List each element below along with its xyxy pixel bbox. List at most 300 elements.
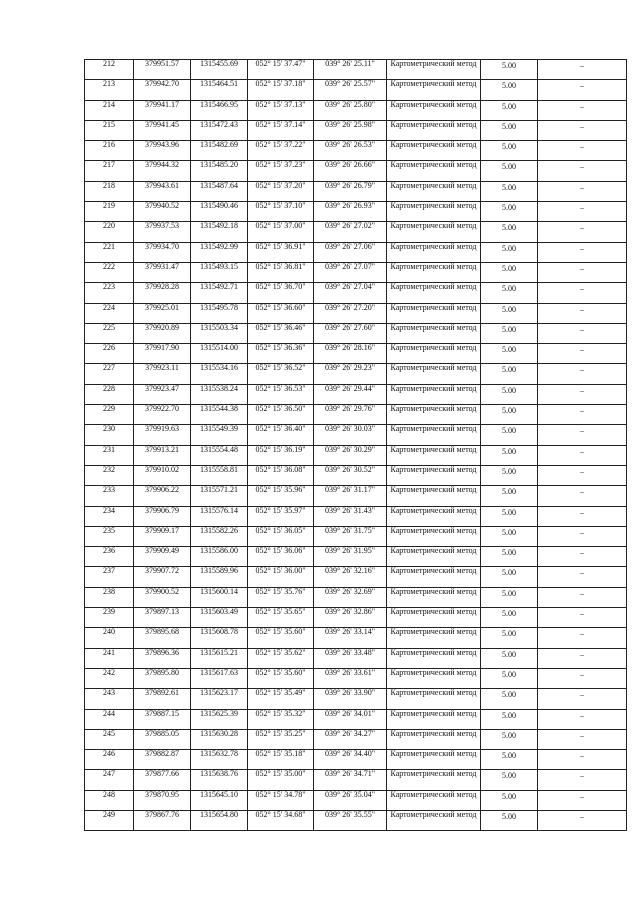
- note-cell: –: [538, 384, 627, 404]
- accuracy-cell: 5.00: [481, 628, 538, 648]
- x-coordinate-cell: 379942.70: [134, 80, 191, 100]
- point-number-cell: 234: [85, 506, 134, 526]
- longitude-cell: 039° 26' 29.44": [314, 384, 387, 404]
- method-cell: Картометрический метод: [387, 262, 481, 282]
- table-row: [85, 120, 627, 140]
- point-number-cell: 246: [85, 750, 134, 770]
- accuracy-cell: 5.00: [481, 750, 538, 770]
- table-row: [85, 628, 627, 648]
- x-coordinate-cell: 379913.21: [134, 445, 191, 465]
- point-number-cell: 243: [85, 689, 134, 709]
- table-row: [85, 790, 627, 810]
- note-cell: –: [538, 80, 627, 100]
- longitude-cell: 039° 26' 26.93": [314, 202, 387, 222]
- note-cell: –: [538, 364, 627, 384]
- longitude-cell: 039° 26' 27.04": [314, 283, 387, 303]
- longitude-cell: 039° 26' 34.27": [314, 729, 387, 749]
- y-coordinate-cell: 1315623.17: [191, 689, 248, 709]
- y-coordinate-cell: 1315487.64: [191, 181, 248, 201]
- latitude-cell: 052° 15' 35.32": [248, 709, 314, 729]
- x-coordinate-cell: 379937.53: [134, 222, 191, 242]
- accuracy-cell: 5.00: [481, 60, 538, 80]
- note-cell: –: [538, 202, 627, 222]
- point-number-cell: 248: [85, 790, 134, 810]
- accuracy-cell: 5.00: [481, 80, 538, 100]
- table-row: [85, 668, 627, 688]
- table-row: [85, 344, 627, 364]
- accuracy-cell: 5.00: [481, 668, 538, 688]
- latitude-cell: 052° 15' 35.62": [248, 648, 314, 668]
- y-coordinate-cell: 1315608.78: [191, 628, 248, 648]
- latitude-cell: 052° 15' 36.19": [248, 445, 314, 465]
- point-number-cell: 242: [85, 668, 134, 688]
- y-coordinate-cell: 1315485.20: [191, 161, 248, 181]
- note-cell: –: [538, 344, 627, 364]
- latitude-cell: 052° 15' 36.46": [248, 323, 314, 343]
- table-row: [85, 222, 627, 242]
- method-cell: Картометрический метод: [387, 648, 481, 668]
- longitude-cell: 039° 26' 32.69": [314, 587, 387, 607]
- accuracy-cell: 5.00: [481, 770, 538, 790]
- y-coordinate-cell: 1315554.48: [191, 445, 248, 465]
- point-number-cell: 218: [85, 181, 134, 201]
- x-coordinate-cell: 379907.72: [134, 567, 191, 587]
- point-number-cell: 216: [85, 141, 134, 161]
- note-cell: –: [538, 405, 627, 425]
- longitude-cell: 039° 26' 28.16": [314, 344, 387, 364]
- latitude-cell: 052° 15' 36.00": [248, 567, 314, 587]
- method-cell: Картометрический метод: [387, 100, 481, 120]
- method-cell: Картометрический метод: [387, 567, 481, 587]
- y-coordinate-cell: 1315492.99: [191, 242, 248, 262]
- x-coordinate-cell: 379943.96: [134, 141, 191, 161]
- x-coordinate-cell: 379917.90: [134, 344, 191, 364]
- point-number-cell: 241: [85, 648, 134, 668]
- longitude-cell: 039° 26' 27.60": [314, 323, 387, 343]
- longitude-cell: 039° 26' 35.55": [314, 810, 387, 830]
- table-row: [85, 242, 627, 262]
- note-cell: –: [538, 810, 627, 830]
- latitude-cell: 052° 15' 37.18": [248, 80, 314, 100]
- y-coordinate-cell: 1315586.00: [191, 547, 248, 567]
- table-row: [85, 141, 627, 161]
- note-cell: –: [538, 709, 627, 729]
- x-coordinate-cell: 379920.89: [134, 323, 191, 343]
- longitude-cell: 039° 26' 34.40": [314, 750, 387, 770]
- accuracy-cell: 5.00: [481, 506, 538, 526]
- y-coordinate-cell: 1315558.81: [191, 465, 248, 485]
- accuracy-cell: 5.00: [481, 141, 538, 161]
- method-cell: Картометрический метод: [387, 283, 481, 303]
- latitude-cell: 052° 15' 36.50": [248, 405, 314, 425]
- table-row: [85, 465, 627, 485]
- point-number-cell: 222: [85, 262, 134, 282]
- accuracy-cell: 5.00: [481, 283, 538, 303]
- method-cell: Картометрический метод: [387, 668, 481, 688]
- note-cell: –: [538, 120, 627, 140]
- table-row: [85, 506, 627, 526]
- longitude-cell: 039° 26' 31.17": [314, 486, 387, 506]
- point-number-cell: 239: [85, 608, 134, 628]
- x-coordinate-cell: 379923.47: [134, 384, 191, 404]
- point-number-cell: 235: [85, 526, 134, 546]
- method-cell: Картометрический метод: [387, 242, 481, 262]
- x-coordinate-cell: 379887.15: [134, 709, 191, 729]
- accuracy-cell: 5.00: [481, 120, 538, 140]
- point-number-cell: 213: [85, 80, 134, 100]
- x-coordinate-cell: 379919.63: [134, 425, 191, 445]
- method-cell: Картометрический метод: [387, 465, 481, 485]
- method-cell: Картометрический метод: [387, 506, 481, 526]
- point-number-cell: 231: [85, 445, 134, 465]
- latitude-cell: 052° 15' 37.13": [248, 100, 314, 120]
- note-cell: –: [538, 222, 627, 242]
- note-cell: –: [538, 587, 627, 607]
- x-coordinate-cell: 379877.66: [134, 770, 191, 790]
- table-row: [85, 750, 627, 770]
- x-coordinate-cell: 379885.05: [134, 729, 191, 749]
- note-cell: –: [538, 486, 627, 506]
- point-number-cell: 214: [85, 100, 134, 120]
- method-cell: Картометрический метод: [387, 364, 481, 384]
- point-number-cell: 244: [85, 709, 134, 729]
- x-coordinate-cell: 379909.17: [134, 526, 191, 546]
- y-coordinate-cell: 1315615.21: [191, 648, 248, 668]
- x-coordinate-cell: 379941.17: [134, 100, 191, 120]
- point-number-cell: 226: [85, 344, 134, 364]
- note-cell: –: [538, 425, 627, 445]
- longitude-cell: 039° 26' 33.14": [314, 628, 387, 648]
- table-row: [85, 810, 627, 830]
- note-cell: –: [538, 161, 627, 181]
- x-coordinate-cell: 379882.87: [134, 750, 191, 770]
- y-coordinate-cell: 1315617.63: [191, 668, 248, 688]
- note-cell: –: [538, 283, 627, 303]
- note-cell: –: [538, 60, 627, 80]
- latitude-cell: 052° 15' 35.00": [248, 770, 314, 790]
- latitude-cell: 052° 15' 35.25": [248, 729, 314, 749]
- x-coordinate-cell: 379944.32: [134, 161, 191, 181]
- point-number-cell: 227: [85, 364, 134, 384]
- latitude-cell: 052° 15' 35.97": [248, 506, 314, 526]
- table-row: [85, 384, 627, 404]
- longitude-cell: 039° 26' 25.98": [314, 120, 387, 140]
- table-row: [85, 547, 627, 567]
- x-coordinate-cell: 379906.22: [134, 486, 191, 506]
- latitude-cell: 052° 15' 37.47": [248, 60, 314, 80]
- table-row: [85, 303, 627, 323]
- x-coordinate-cell: 379928.28: [134, 283, 191, 303]
- latitude-cell: 052° 15' 36.60": [248, 303, 314, 323]
- y-coordinate-cell: 1315482.69: [191, 141, 248, 161]
- point-number-cell: 217: [85, 161, 134, 181]
- longitude-cell: 039° 26' 27.06": [314, 242, 387, 262]
- table-row: [85, 709, 627, 729]
- accuracy-cell: 5.00: [481, 648, 538, 668]
- x-coordinate-cell: 379910.02: [134, 465, 191, 485]
- longitude-cell: 039° 26' 34.71": [314, 770, 387, 790]
- x-coordinate-cell: 379867.76: [134, 810, 191, 830]
- note-cell: –: [538, 526, 627, 546]
- latitude-cell: 052° 15' 36.05": [248, 526, 314, 546]
- note-cell: –: [538, 770, 627, 790]
- y-coordinate-cell: 1315490.46: [191, 202, 248, 222]
- longitude-cell: 039° 26' 34.01": [314, 709, 387, 729]
- table-row: [85, 60, 627, 80]
- method-cell: Картометрический метод: [387, 445, 481, 465]
- y-coordinate-cell: 1315503.34: [191, 323, 248, 343]
- accuracy-cell: 5.00: [481, 364, 538, 384]
- point-number-cell: 247: [85, 770, 134, 790]
- table-row: [85, 100, 627, 120]
- longitude-cell: 039° 26' 30.29": [314, 445, 387, 465]
- longitude-cell: 039° 26' 33.48": [314, 648, 387, 668]
- longitude-cell: 039° 26' 32.16": [314, 567, 387, 587]
- longitude-cell: 039° 26' 31.75": [314, 526, 387, 546]
- x-coordinate-cell: 379909.49: [134, 547, 191, 567]
- x-coordinate-cell: 379892.61: [134, 689, 191, 709]
- latitude-cell: 052° 15' 36.06": [248, 547, 314, 567]
- note-cell: –: [538, 242, 627, 262]
- accuracy-cell: 5.00: [481, 181, 538, 201]
- accuracy-cell: 5.00: [481, 242, 538, 262]
- y-coordinate-cell: 1315514.00: [191, 344, 248, 364]
- y-coordinate-cell: 1315638.76: [191, 770, 248, 790]
- longitude-cell: 039° 26' 25.11": [314, 60, 387, 80]
- table-row: [85, 202, 627, 222]
- accuracy-cell: 5.00: [481, 161, 538, 181]
- note-cell: –: [538, 790, 627, 810]
- x-coordinate-cell: 379951.57: [134, 60, 191, 80]
- method-cell: Картометрический метод: [387, 323, 481, 343]
- latitude-cell: 052° 15' 35.76": [248, 587, 314, 607]
- y-coordinate-cell: 1315645.10: [191, 790, 248, 810]
- method-cell: Картометрический метод: [387, 202, 481, 222]
- y-coordinate-cell: 1315495.78: [191, 303, 248, 323]
- accuracy-cell: 5.00: [481, 689, 538, 709]
- accuracy-cell: 5.00: [481, 405, 538, 425]
- y-coordinate-cell: 1315544.38: [191, 405, 248, 425]
- table-row: [85, 648, 627, 668]
- latitude-cell: 052° 15' 34.68": [248, 810, 314, 830]
- note-cell: –: [538, 567, 627, 587]
- latitude-cell: 052° 15' 36.70": [248, 283, 314, 303]
- point-number-cell: 225: [85, 323, 134, 343]
- latitude-cell: 052° 15' 36.36": [248, 344, 314, 364]
- coordinates-table: [84, 59, 627, 831]
- accuracy-cell: 5.00: [481, 547, 538, 567]
- method-cell: Картометрический метод: [387, 303, 481, 323]
- longitude-cell: 039° 26' 27.07": [314, 262, 387, 282]
- point-number-cell: 249: [85, 810, 134, 830]
- latitude-cell: 052° 15' 36.91": [248, 242, 314, 262]
- note-cell: –: [538, 181, 627, 201]
- accuracy-cell: 5.00: [481, 608, 538, 628]
- accuracy-cell: 5.00: [481, 567, 538, 587]
- latitude-cell: 052° 15' 37.10": [248, 202, 314, 222]
- point-number-cell: 228: [85, 384, 134, 404]
- method-cell: Картометрический метод: [387, 689, 481, 709]
- accuracy-cell: 5.00: [481, 729, 538, 749]
- accuracy-cell: 5.00: [481, 323, 538, 343]
- accuracy-cell: 5.00: [481, 303, 538, 323]
- longitude-cell: 039° 26' 27.02": [314, 222, 387, 242]
- x-coordinate-cell: 379923.11: [134, 364, 191, 384]
- latitude-cell: 052° 15' 37.23": [248, 161, 314, 181]
- note-cell: –: [538, 689, 627, 709]
- latitude-cell: 052° 15' 36.81": [248, 262, 314, 282]
- point-number-cell: 230: [85, 425, 134, 445]
- latitude-cell: 052° 15' 36.08": [248, 465, 314, 485]
- method-cell: Картометрический метод: [387, 547, 481, 567]
- note-cell: –: [538, 506, 627, 526]
- y-coordinate-cell: 1315625.39: [191, 709, 248, 729]
- accuracy-cell: 5.00: [481, 222, 538, 242]
- point-number-cell: 240: [85, 628, 134, 648]
- method-cell: Картометрический метод: [387, 770, 481, 790]
- latitude-cell: 052° 15' 35.96": [248, 486, 314, 506]
- latitude-cell: 052° 15' 35.65": [248, 608, 314, 628]
- method-cell: Картометрический метод: [387, 709, 481, 729]
- latitude-cell: 052° 15' 36.40": [248, 425, 314, 445]
- note-cell: –: [538, 303, 627, 323]
- table-row: [85, 526, 627, 546]
- point-number-cell: 233: [85, 486, 134, 506]
- y-coordinate-cell: 1315492.18: [191, 222, 248, 242]
- method-cell: Картометрический метод: [387, 587, 481, 607]
- x-coordinate-cell: 379906.79: [134, 506, 191, 526]
- note-cell: –: [538, 100, 627, 120]
- point-number-cell: 236: [85, 547, 134, 567]
- longitude-cell: 039° 26' 25.57": [314, 80, 387, 100]
- note-cell: –: [538, 648, 627, 668]
- point-number-cell: 223: [85, 283, 134, 303]
- accuracy-cell: 5.00: [481, 100, 538, 120]
- latitude-cell: 052° 15' 35.60": [248, 628, 314, 648]
- point-number-cell: 221: [85, 242, 134, 262]
- table-row: [85, 161, 627, 181]
- accuracy-cell: 5.00: [481, 465, 538, 485]
- method-cell: Картометрический метод: [387, 425, 481, 445]
- method-cell: Картометрический метод: [387, 344, 481, 364]
- point-number-cell: 219: [85, 202, 134, 222]
- method-cell: Картометрический метод: [387, 628, 481, 648]
- y-coordinate-cell: 1315630.28: [191, 729, 248, 749]
- note-cell: –: [538, 445, 627, 465]
- y-coordinate-cell: 1315534.16: [191, 364, 248, 384]
- method-cell: Картометрический метод: [387, 222, 481, 242]
- note-cell: –: [538, 323, 627, 343]
- x-coordinate-cell: 379900.52: [134, 587, 191, 607]
- method-cell: Картометрический метод: [387, 384, 481, 404]
- method-cell: Картометрический метод: [387, 161, 481, 181]
- y-coordinate-cell: 1315571.21: [191, 486, 248, 506]
- longitude-cell: 039° 26' 31.43": [314, 506, 387, 526]
- longitude-cell: 039° 26' 30.03": [314, 425, 387, 445]
- point-number-cell: 237: [85, 567, 134, 587]
- accuracy-cell: 5.00: [481, 445, 538, 465]
- table-row: [85, 587, 627, 607]
- note-cell: –: [538, 608, 627, 628]
- point-number-cell: 238: [85, 587, 134, 607]
- x-coordinate-cell: 379931.47: [134, 262, 191, 282]
- table-row: [85, 283, 627, 303]
- method-cell: Картометрический метод: [387, 141, 481, 161]
- latitude-cell: 052° 15' 37.20": [248, 181, 314, 201]
- note-cell: –: [538, 628, 627, 648]
- longitude-cell: 039° 26' 31.95": [314, 547, 387, 567]
- y-coordinate-cell: 1315589.96: [191, 567, 248, 587]
- y-coordinate-cell: 1315582.26: [191, 526, 248, 546]
- x-coordinate-cell: 379895.80: [134, 668, 191, 688]
- point-number-cell: 224: [85, 303, 134, 323]
- latitude-cell: 052° 15' 35.49": [248, 689, 314, 709]
- latitude-cell: 052° 15' 37.00": [248, 222, 314, 242]
- y-coordinate-cell: 1315538.24: [191, 384, 248, 404]
- method-cell: Картометрический метод: [387, 80, 481, 100]
- table-row: [85, 262, 627, 282]
- note-cell: –: [538, 668, 627, 688]
- x-coordinate-cell: 379922.70: [134, 405, 191, 425]
- y-coordinate-cell: 1315603.49: [191, 608, 248, 628]
- accuracy-cell: 5.00: [481, 202, 538, 222]
- note-cell: –: [538, 465, 627, 485]
- table-row: [85, 608, 627, 628]
- y-coordinate-cell: 1315472.43: [191, 120, 248, 140]
- x-coordinate-cell: 379941.45: [134, 120, 191, 140]
- point-number-cell: 212: [85, 60, 134, 80]
- table-row: [85, 364, 627, 384]
- x-coordinate-cell: 379897.13: [134, 608, 191, 628]
- longitude-cell: 039° 26' 26.66": [314, 161, 387, 181]
- y-coordinate-cell: 1315492.71: [191, 283, 248, 303]
- table-row: [85, 567, 627, 587]
- table-row: [85, 729, 627, 749]
- method-cell: Картометрический метод: [387, 526, 481, 546]
- note-cell: –: [538, 729, 627, 749]
- y-coordinate-cell: 1315654.80: [191, 810, 248, 830]
- accuracy-cell: 5.00: [481, 810, 538, 830]
- longitude-cell: 039° 26' 33.90": [314, 689, 387, 709]
- longitude-cell: 039° 26' 26.79": [314, 181, 387, 201]
- note-cell: –: [538, 547, 627, 567]
- longitude-cell: 039° 26' 29.23": [314, 364, 387, 384]
- table-row: [85, 425, 627, 445]
- method-cell: Картометрический метод: [387, 486, 481, 506]
- x-coordinate-cell: 379895.68: [134, 628, 191, 648]
- longitude-cell: 039° 26' 29.76": [314, 405, 387, 425]
- y-coordinate-cell: 1315455.69: [191, 60, 248, 80]
- point-number-cell: 220: [85, 222, 134, 242]
- point-number-cell: 215: [85, 120, 134, 140]
- y-coordinate-cell: 1315632.78: [191, 750, 248, 770]
- note-cell: –: [538, 750, 627, 770]
- accuracy-cell: 5.00: [481, 587, 538, 607]
- latitude-cell: 052° 15' 35.60": [248, 668, 314, 688]
- latitude-cell: 052° 15' 36.53": [248, 384, 314, 404]
- table-row: [85, 770, 627, 790]
- note-cell: –: [538, 141, 627, 161]
- accuracy-cell: 5.00: [481, 262, 538, 282]
- note-cell: –: [538, 262, 627, 282]
- latitude-cell: 052° 15' 37.22": [248, 141, 314, 161]
- x-coordinate-cell: 379870.95: [134, 790, 191, 810]
- longitude-cell: 039° 26' 25.80": [314, 100, 387, 120]
- longitude-cell: 039° 26' 35.04": [314, 790, 387, 810]
- y-coordinate-cell: 1315600.14: [191, 587, 248, 607]
- x-coordinate-cell: 379943.61: [134, 181, 191, 201]
- latitude-cell: 052° 15' 36.52": [248, 364, 314, 384]
